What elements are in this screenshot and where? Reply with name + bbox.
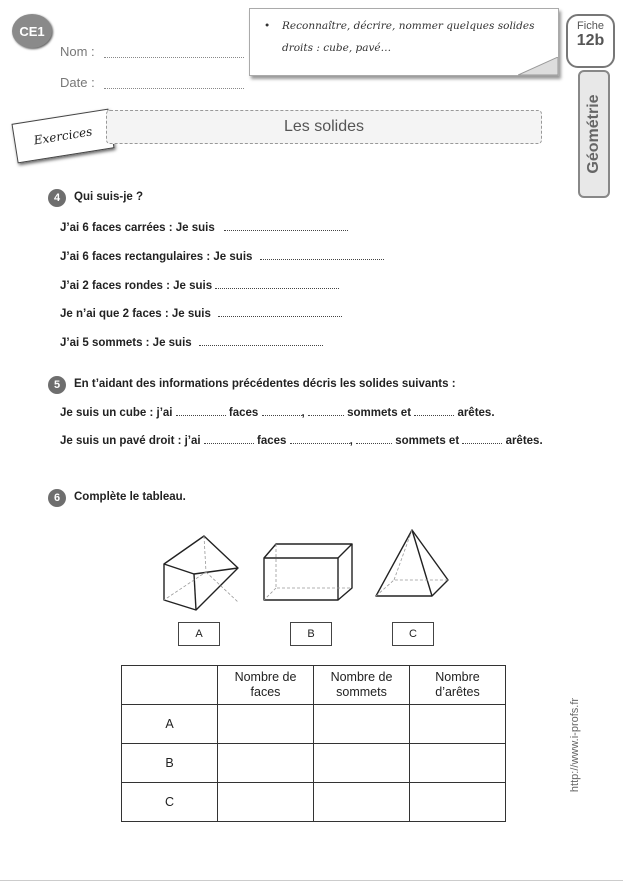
answer-cell[interactable] [314,783,410,822]
ex4-line-4 [60,307,342,320]
fiche-label: Fiche [577,20,604,32]
ex5-cube-aretes-label: arêtes. [457,407,495,419]
answer-blank[interactable] [462,434,502,444]
answer-cell[interactable] [410,705,506,744]
table-header-row [122,666,506,705]
answer-cell[interactable] [314,744,410,783]
pyramid-drawing-icon [372,528,452,604]
fiche-number: 12b [576,32,605,49]
table-header-faces [218,666,314,705]
ex4-line-1 [60,221,348,234]
bullet-icon: • [264,20,271,32]
header-sommets-line-1: Nombre de [330,670,393,684]
answer-cell[interactable] [314,705,410,744]
ex5-pave-start: Je suis un pavé droit : j’ai [60,435,201,447]
folded-corner-icon [518,57,558,77]
answer-blank[interactable] [262,406,302,416]
header-faces-line-1: Nombre de [234,670,297,684]
answer-blank[interactable] [199,336,323,346]
footer-url-text: http://www.i-profs.fr [569,697,581,793]
exercise-5-title: En t’aidant des informations précédentes décris les solides suivants : [74,378,456,390]
ex4-line-4-text: Je n’ai que 2 faces : Je suis [60,308,211,320]
answer-blank[interactable] [356,434,392,444]
date-label: Date : [60,75,95,90]
ex5-pave-sommets-label: sommets et [395,435,460,447]
row-label-b: B [122,744,218,783]
ex4-line-3-text: J’ai 2 faces rondes : Je suis [60,280,213,292]
answer-blank[interactable] [414,406,454,416]
ex5-pave-line: Je suis un pavé droit : j’ai faces , sommets et arêtes. [60,435,543,447]
table-row [122,783,506,822]
header-faces-line-2: faces [250,685,281,699]
answer-cell[interactable] [410,783,506,822]
ex5-cube-sommets-label: sommets et [347,407,412,419]
ex4-line-3 [60,279,339,292]
header-aretes-line-1: Nombre [435,670,480,684]
ex4-line-1-text: J’ai 6 faces carrées : Je suis [60,222,215,234]
answer-blank[interactable] [260,250,384,260]
page-title-text: Les solides [283,118,365,135]
objective-text: Reconnaître, décrire, nommer quelques solides droits : cube, pavé… [282,20,535,54]
shape-label-a: A [178,622,220,646]
row-label-c: C [122,783,218,822]
ex5-cube-faces-label: faces [228,407,259,419]
exercise-4-title: Qui suis-je ? [74,191,144,203]
answer-blank[interactable] [308,406,344,416]
answer-blank[interactable] [204,434,254,444]
exercises-tag-label: Exercices [32,124,94,148]
ex5-pave-aretes-label: arêtes. [505,435,543,447]
bottom-divider [0,880,623,881]
answer-cell[interactable] [218,744,314,783]
ex4-line-2-text: J’ai 6 faces rectangulaires : Je suis [60,251,253,263]
table-header-empty [122,666,218,705]
exercise-6-number: 6 [48,489,66,507]
answer-cell[interactable] [410,744,506,783]
answer-blank[interactable] [218,307,342,317]
page-title [106,110,542,144]
cube-drawing-icon [160,530,244,616]
table-row [122,705,506,744]
table-header-sommets [314,666,410,705]
footer-url [560,680,590,810]
ex5-cube-line: Je suis un cube : j’ai faces , sommets et arêtes. [60,407,495,419]
answer-blank[interactable] [224,221,348,231]
answer-blank[interactable] [290,434,350,444]
table-header-aretes [410,666,506,705]
answer-blank[interactable] [215,279,339,289]
fiche-badge [566,14,615,68]
solids-table [121,665,506,822]
exercise-4-number: 4 [48,189,66,207]
ex5-cube-start: Je suis un cube : j’ai [60,407,173,419]
ex4-line-2 [60,250,384,263]
objective-box [249,8,559,76]
ex5-pave-faces-label: faces [257,435,287,447]
exercise-5-number: 5 [48,376,66,394]
answer-cell[interactable] [218,705,314,744]
table-row [122,744,506,783]
exercises-tag [11,109,114,164]
header-aretes-line-2: d’arêtes [435,685,480,699]
shape-label-b: B [290,622,332,646]
ex4-line-5 [60,336,323,349]
exercise-6-title: Complète le tableau. [74,491,186,503]
row-label-a: A [122,705,218,744]
subject-label: Géométrie [585,94,602,174]
date-field[interactable] [104,76,244,89]
ex4-line-5-text: J’ai 5 sommets : Je suis [60,337,192,349]
rectangular-prism-drawing-icon [260,538,356,604]
header-sommets-line-2: sommets [336,685,387,699]
answer-cell[interactable] [218,783,314,822]
subject-tab [578,70,610,198]
answer-blank[interactable] [176,406,226,416]
name-label: Nom : [60,44,95,59]
level-badge: CE1 [12,14,52,48]
name-field[interactable] [104,45,244,58]
shape-label-c: C [392,622,434,646]
